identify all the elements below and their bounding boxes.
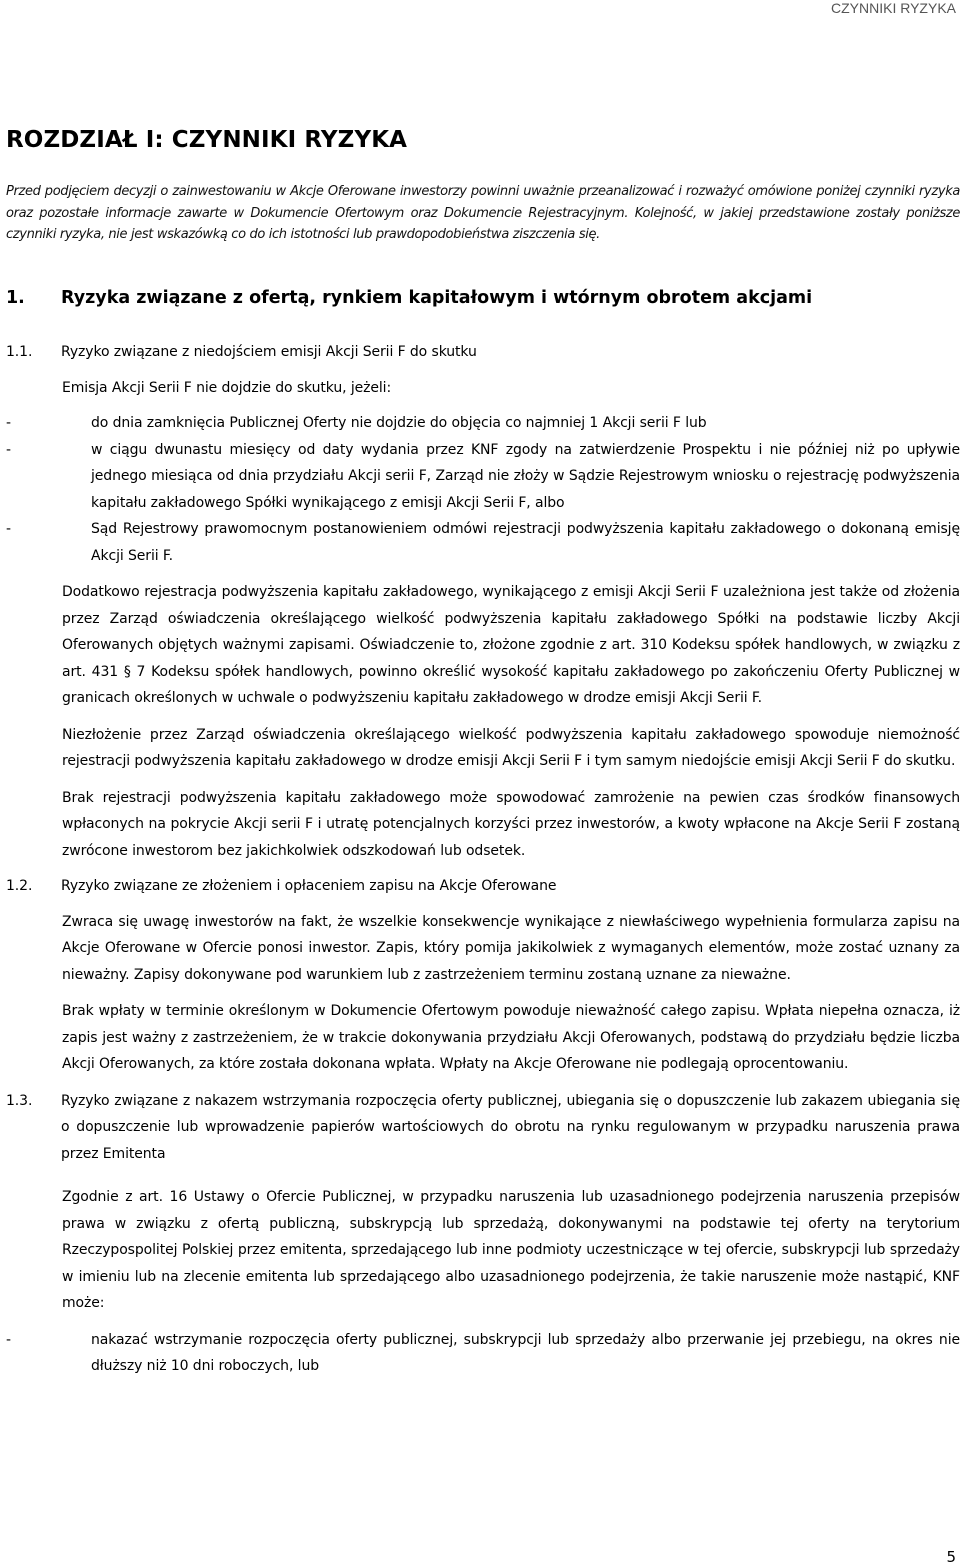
chapter-intro: Przed podjęciem decyzji o zainwestowaniu w Akcje Oferowane inwestorzy powinni uważnie przeanalizować i rozważyć omówione poniżej czynniki ryzyka oraz pozostałe informacje zawarte w Dokumencie Ofertowym oraz Dokumencie Rejestracyjnym. Kolejność, w jakiej przedstawione zostały poniższe czynniki ryzyka, nie jest wskazówką co do ich istotności lub prawdopodobieństwa ziszczenia się. <box>6 184 960 242</box>
section-heading <box>6 287 812 309</box>
section-number: 1. <box>6 288 25 308</box>
risk-heading-1-3 <box>6 1088 960 1168</box>
risk-heading-1-2 <box>6 873 960 900</box>
bullet-marker: - <box>6 441 11 458</box>
list-item-text: nakazać wstrzymanie rozpoczęcia oferty publicznej, subskrypcji lub sprzedaży albo przerwanie jej przebiegu, na okres nie dłuższy niż 10 dni roboczych, lub <box>91 1331 960 1374</box>
list-item <box>6 1327 960 1380</box>
bullet-list <box>6 410 960 569</box>
risk-title: Ryzyko związane z niedojściem emisji Akcji Serii F do skutku <box>61 344 477 360</box>
list-item <box>6 516 960 569</box>
paragraph: Zwraca się uwagę inwestorów na fakt, że wszelkie konsekwencje wynikające z niewłaściwego wypełnienia formularza zapisu na Akcje Oferowane w Ofercie ponosi inwestor. Zapis, który pomija jakikolwiek z wymaganych elementów, może zostać uznany za nieważny. Zapisy dokonywane pod warunkiem lub z zastrzeżeniem terminu zostaną uznane za nieważne. <box>62 913 960 983</box>
paragraph: Brak rejestracji podwyższenia kapitału zakładowego może spowodować zamrożenie na pewien czas środków finansowych wpłaconych na pokrycie Akcji serii F i utratę potencjalnych korzyści przez inwestorów, a kwoty wpłacone na Akcje Serii F zostaną zwrócone inwestorom bez jakichkolwiek odszkodowań lub odsetek. <box>62 789 960 859</box>
risk-title: Ryzyko związane z nakazem wstrzymania rozpoczęcia oferty publicznej, ubiegania się o dopuszczenie lub zakazem ubiegania się o dopuszczenie lub wprowadzenie papierów wartościowych do obrotu na rynku regulowanym w przypadku naruszenia prawa przez Emitenta <box>61 1092 960 1162</box>
risk-heading-1-1 <box>6 339 960 366</box>
bullet-marker: - <box>6 1331 11 1348</box>
paragraph: Brak wpłaty w terminie określonym w Dokumencie Ofertowym powoduje nieważność całego zapisu. Wpłata niepełna oznacza, iż zapis jest ważny z zastrzeżeniem, że w trakcie dokonywania przydziału Akcji Oferowanych, podstawą do przydziału będzie liczba Akcji Oferowanych, za które została dokonana wpłata. Wpłaty na Akcje Oferowane nie podlegają oprocentowaniu. <box>62 1003 960 1072</box>
risk-number: 1.2. <box>6 878 33 894</box>
bullet-marker: - <box>6 415 11 431</box>
paragraph: Dodatkowo rejestracja podwyższenia kapitału zakładowego, wynikającego z emisji Akcji Serii F uzależniona jest także od złożenia przez Zarząd oświadczenia określającego wielkość podwyższenia kapitału zakładowego Spółki na podstawie liczby Akcji Oferowanych objętych ważnymi zapisami. Oświadczenie to, złożone zgodnie z art. 310 Kodeksu spółek handlowych, w związku z art. 431 § 7 Kodeksu spółek handlowych, powinno określić wysokość kapitału zakładowego po zakończeniu Oferty Publicznej w granicach określonych w uchwale o podwyższeniu kapitału zakładowego w drodze emisji Akcji Serii F. <box>62 584 960 706</box>
list-item-text: w ciągu dwunastu miesięcy od daty wydania przez KNF zgody na zatwierdzenie Prospektu i nie później niż po upływie jednego miesiąca od dnia przydziału Akcji serii F, Zarząd nie złoży w Sądzie Rejestrowym wniosku o rejestrację podwyższenia kapitału zakładowego Spółki wynikającego z emisji Akcji Serii F, albo <box>91 441 960 511</box>
paragraph: Niezłożenie przez Zarząd oświadczenia określającego wielkość podwyższenia kapitału zakładowego spowoduje niemożność rejestracji podwyższenia kapitału zakładowego w drodze emisji Akcji Serii F i tym samym niedojście emisji Akcji Serii F do skutku. <box>62 726 960 769</box>
running-header: CZYNNIKI RYZYKA <box>831 0 956 16</box>
page-number: 5 <box>946 1548 956 1566</box>
document-body <box>6 339 960 1380</box>
paragraph: Emisja Akcji Serii F nie dojdzie do skutku, jeżeli: <box>62 379 392 396</box>
chapter-title: ROZDZIAŁ I: CZYNNIKI RYZYKA <box>6 127 408 153</box>
list-item <box>6 437 960 517</box>
risk-number: 1.1. <box>6 344 33 360</box>
paragraph: Zgodnie z art. 16 Ustawy o Ofercie Publicznej, w przypadku naruszenia lub uzasadnionego podejrzenia naruszenia przepisów prawa w związku z ofertą publiczną, subskrypcją lub sprzedażą, dokonywanymi na podstawie tej oferty na terytorium Rzeczypospolitej Polskiej przez emitenta, sprzedającego lub inne podmioty uczestniczące w tej ofercie, subskrypcji lub sprzedaży w imieniu lub na zlecenie emitenta lub sprzedającego albo uzasadnionego podejrzenia, że takie naruszenie może nastąpić, KNF może: <box>62 1189 960 1311</box>
section-title: Ryzyka związane z ofertą, rynkiem kapitałowym i wtórnym obrotem akcjami <box>61 288 813 308</box>
risk-number: 1.3. <box>6 1092 33 1109</box>
list-item-text: do dnia zamknięcia Publicznej Oferty nie dojdzie do objęcia co najmniej 1 Akcji serii F lub <box>91 415 707 431</box>
list-item <box>6 410 960 437</box>
risk-title: Ryzyko związane ze złożeniem i opłaceniem zapisu na Akcje Oferowane <box>61 878 557 894</box>
bullet-list <box>6 1327 960 1380</box>
bullet-marker: - <box>6 521 11 537</box>
list-item-text: Sąd Rejestrowy prawomocnym postanowieniem odmówi rejestracji podwyższenia kapitału zakładowego o dokonaną emisję Akcji Serii F. <box>91 521 960 564</box>
